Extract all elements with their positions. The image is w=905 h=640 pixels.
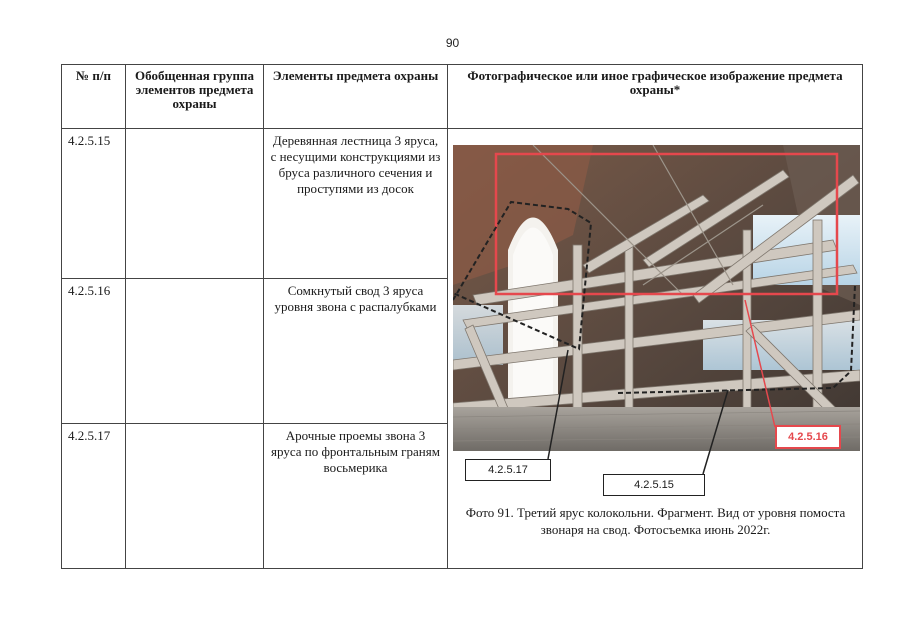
label-4-2-5-15: 4.2.5.15 bbox=[603, 474, 705, 496]
row-group bbox=[126, 279, 264, 424]
photo-cell bbox=[448, 129, 863, 569]
row-group bbox=[126, 129, 264, 279]
label-4-2-5-16: 4.2.5.16 bbox=[775, 425, 841, 449]
photo-caption: Фото 91. Третий ярус колокольни. Фрагмент. Вид от уровня помоста звонаря на свод. Фотосъемка июнь 2022г. bbox=[465, 505, 846, 537]
row-element: Сомкнутый свод 3 яруса уровня звона с распалубками bbox=[264, 279, 448, 424]
row-number: 4.2.5.15 bbox=[62, 129, 126, 279]
label-pointers bbox=[448, 129, 863, 638]
row-element: Арочные проемы звона 3 яруса по фронтальным граням восьмерика bbox=[264, 424, 448, 569]
heritage-elements-table bbox=[61, 64, 863, 569]
label-4-2-5-17: 4.2.5.17 bbox=[465, 459, 551, 481]
row-number: 4.2.5.16 bbox=[62, 279, 126, 424]
row-number: 4.2.5.17 bbox=[62, 424, 126, 569]
header-elements: Элементы предмета охраны bbox=[264, 65, 448, 129]
row-element: Деревянная лестница 3 яруса, с несущими конструкциями из бруса различного сечения и проступями из досок bbox=[264, 129, 448, 279]
table-row bbox=[62, 129, 863, 279]
page-number: 90 bbox=[445, 36, 460, 50]
header-image: Фотографическое или иное графическое изображение предмета охраны* bbox=[448, 65, 863, 129]
row-group bbox=[126, 424, 264, 569]
table-header-row bbox=[62, 65, 863, 129]
header-number: № п/п bbox=[62, 65, 126, 129]
header-group: Обобщенная группа элементов предмета охраны bbox=[126, 65, 264, 129]
